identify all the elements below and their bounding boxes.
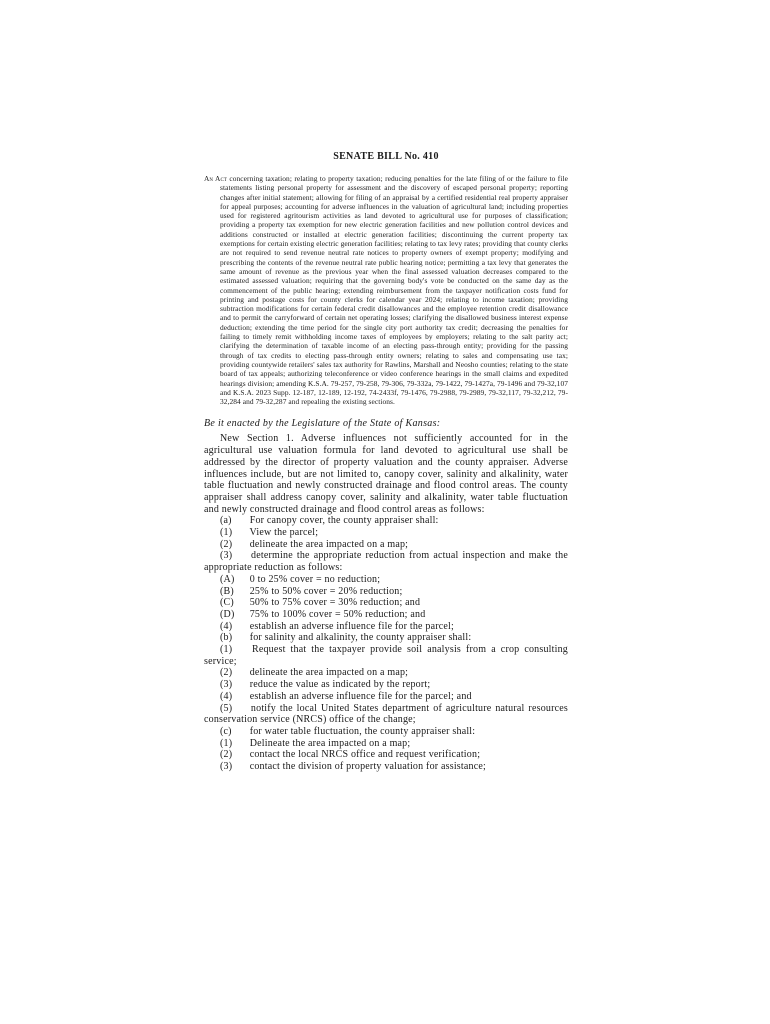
- item-label: (a): [220, 515, 232, 527]
- bill-page: [204, 150, 568, 773]
- item-text: delineate the area impacted on a map;: [249, 538, 409, 550]
- list-item: [204, 738, 568, 750]
- item-text: 50% to 75% cover = 30% reduction; and: [249, 597, 421, 609]
- item-label: (c): [220, 726, 232, 737]
- list-item: [204, 749, 568, 761]
- item-label: (2): [220, 667, 233, 679]
- item-text: Request that the taxpayer provide soil analysis from a crop consulting service;: [204, 644, 568, 667]
- list-item: [204, 539, 568, 551]
- list-item: [204, 691, 568, 703]
- item-text: contact the division of property valuation for assistance;: [249, 761, 486, 773]
- list-item: [204, 644, 568, 667]
- item-text: contact the local NRCS office and request verification;: [249, 749, 481, 761]
- item-text: for water table fluctuation, the county appraiser shall:: [249, 726, 476, 737]
- section-1-text: New Section 1. Adverse influences not sufficiently accounted for in the agricultural use valuation formula for land devoted to agricultural use shall be addressed by the director of property valuation and the county appraiser. Adverse influences include, but are not limited to, canopy cover, salinity and alkalinity, water table fluctuation and newly constructed drainage and flood control areas. The county appraiser shall address canopy cover, salinity and alkalinity, water table fluctuation and newly constructed drainage and flood control areas as follows:: [204, 433, 568, 515]
- item-label: (4): [220, 690, 233, 702]
- list-item: [204, 550, 568, 573]
- enacting-clause: Be it enacted by the Legislature of the State of Kansas:: [204, 418, 441, 430]
- item-label: (1): [220, 527, 233, 539]
- item-label: (B): [220, 585, 234, 597]
- list-item: [204, 703, 568, 726]
- item-label: (5): [220, 702, 233, 714]
- item-label: (b): [220, 632, 233, 644]
- act-title-paragraph: [204, 174, 568, 406]
- item-text: establish an adverse influence file for the parcel;: [249, 620, 454, 632]
- item-text: Delineate the area impacted on a map;: [249, 737, 411, 749]
- list-item: [204, 621, 568, 633]
- item-text: 75% to 100% cover = 50% reduction; and: [249, 608, 426, 620]
- list-item: [204, 597, 568, 609]
- section-1-items: [204, 515, 568, 772]
- list-item: [204, 527, 568, 539]
- item-label: (3): [220, 550, 233, 562]
- item-label: (2): [220, 749, 233, 761]
- list-item: [204, 726, 568, 738]
- list-item: [204, 515, 568, 527]
- item-text: determine the appropriate reduction from actual inspection and make the appropriate reduction as follows:: [204, 550, 569, 574]
- item-label: (3): [220, 679, 233, 691]
- list-item: [204, 679, 568, 691]
- item-text: 0 to 25% cover = no reduction;: [249, 573, 381, 585]
- act-description: concerning taxation; relating to property taxation; reducing penalties for the late filing of or the failure to file statements listing personal property for assessment and the discovery of escaped personal property; reporting changes after initial statement; allowing for filing of an appraisal by a certified residential real property appraiser for appeal purposes; accounting for adverse influences in the valuation of agricultural land; including properties used for registered agritourism activities as land devoted to agricultural use for purposes of classification; providing a property tax exemption for new electric generation facilities and new pollution control devices and additions constructed or installed at electric generation facilities; discontinuing the current property tax exemptions for certain existing electric generation facilities; relating to tax levy rates; providing that county clerks are not required to send revenue neutral rate notices to property owners of exempt property; modifying and prescribing the contents of the revenue neutral rate public hearing notice; permitting a tax levy that generates the same amount of revenue as the previous year when the final assessed valuation decreases compared to the estimated assessed valuation; requiring that the governing body's vote be conducted on the same day as the commencement of the public hearing; extending reimbursement from the taxpayer notification costs fund for printing and postage costs for county clerks for calendar year 2024; relating to income taxation; providing subtraction modifications for certain federal credit disallowances and the employee retention credit disallowance and to permit the carryforward of certain net operating losses; clarifying the disallowed business interest expense deduction; extending the time period for the single city port authority tax credit; decreasing the penalties for failing to timely remit withholding income taxes of employees by employers; relating to the salt parity act; clarifying the determination of taxable income of an electing pass-through entity; providing for the passing through of tax credits to electing pass-through entity owners; relating to sales and compensating use tax; providing countywide retailers' sales tax authority for Rawlins, Marshall and Neosho counties; relating to the state board of tax appeals; authorizing teleconference or video conference hearings in the small claims and expedited hearings division; amending K.S.A. 79-257, 79-258, 79-306, 79-332a, 79-1422, 79-1427a, 79-1496 and 79-32,107 and K.S.A. 2023 Supp. 12-187, 12-189, 12-192, 74-2433f, 79-1476, 79-2988, 79-2989, 79-32,117, 79-32,212, 79-32,284 and 79-32,287 and repealing the existing sections.: [220, 174, 568, 407]
- item-label: (2): [220, 538, 233, 550]
- item-label: (3): [220, 761, 233, 773]
- item-label: (D): [220, 608, 235, 620]
- list-item: [204, 667, 568, 679]
- item-text: View the parcel;: [249, 527, 319, 539]
- item-label: (1): [220, 737, 233, 749]
- item-label: (A): [220, 573, 235, 585]
- list-item: [204, 632, 568, 644]
- item-text: delineate the area impacted on a map;: [249, 667, 409, 679]
- item-label: (C): [220, 597, 234, 609]
- item-text: establish an adverse influence file for the parcel; and: [249, 690, 472, 702]
- item-label: (1): [220, 644, 233, 656]
- act-lead: An Act: [204, 174, 228, 183]
- list-item: [204, 609, 568, 621]
- item-text: For canopy cover, the county appraiser shall:: [249, 515, 439, 527]
- item-text: notify the local United States department of agriculture natural resources conservation service (NRCS) office of the change;: [204, 702, 568, 726]
- item-label: (4): [220, 620, 233, 632]
- list-item: [204, 761, 568, 773]
- list-item: [204, 574, 568, 586]
- item-text: for salinity and alkalinity, the county appraiser shall:: [249, 632, 472, 644]
- item-text: 25% to 50% cover = 20% reduction;: [249, 585, 403, 597]
- bill-title: SENATE BILL No. 410: [333, 151, 439, 162]
- item-text: reduce the value as indicated by the report;: [249, 679, 431, 691]
- list-item: [204, 586, 568, 598]
